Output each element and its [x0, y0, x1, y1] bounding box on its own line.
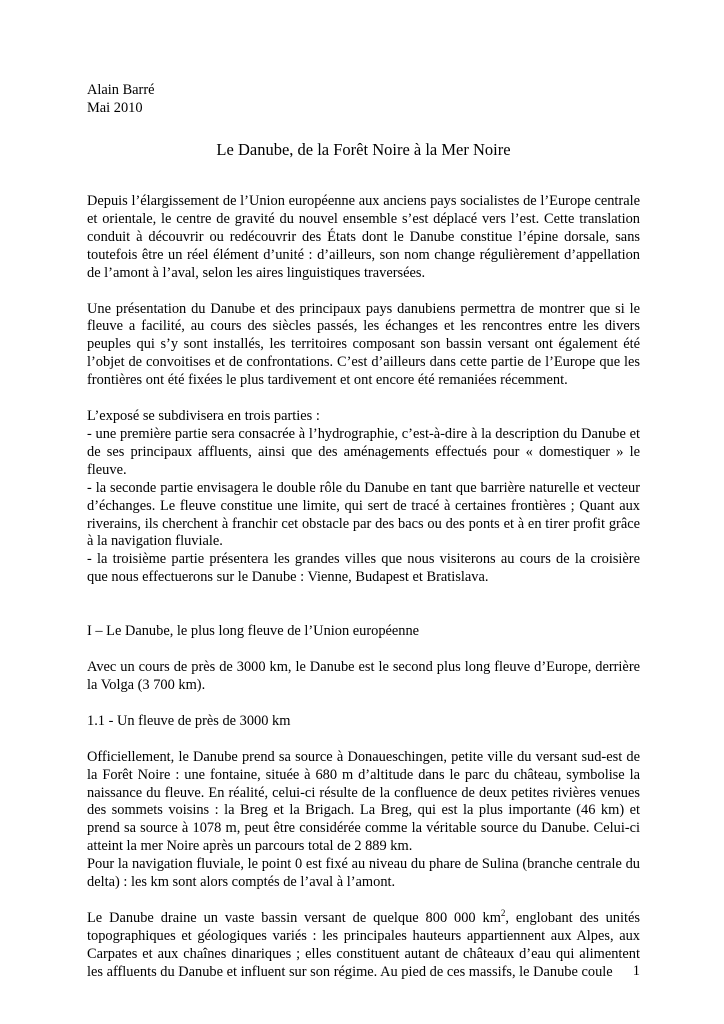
paragraph-source: Officiellement, le Danube prend sa source à Donaueschingen, petite ville du versant sud-est de la Forêt Noire : une fontaine, située à 680 m d’altitude dans le parc du château, symbolise la naissance du fleuve. En réalité, celui-ci résulte de la confluence de deux petites rivières venues des sommets voisins : la Breg et la Brigach. La Breg, qui est la plus importante (46 km) et prend sa source à 1078 m, peut être considérée comme la véritable source du Danube. Celui-ci atteint la mer Noire après un parcours total de 2 889 km. [87, 748, 640, 855]
paragraph-length: Avec un cours de près de 3000 km, le Danube est le second plus long fleuve d’Europe, derrière la Volga (3 700 km). [87, 659, 640, 693]
document-page [87, 81, 640, 982]
basin-text-end: , englobant des unités topographiques et géologiques variés : les principales hauteurs appartiennent aux Alpes, aux Carpates et aux chaînes dinariques ; elles constituent autant de châteaux d’eau qui alimentent les affluents du Danube et influent sur son régime. Au pied de ces massifs, le Danube coule [87, 910, 640, 980]
paragraph-presentation: Une présentation du Danube et des principaux pays danubiens permettra de montrer que si le fleuve a facilité, au cours des siècles passés, les échanges et les rencontres entre les divers peuples qui s’y sont installés, les territoires composant son bassin versant ont également été l’objet de convoitises et de confrontations. C’est d’ailleurs dans cette partie de l’Europe que les frontières ont été fixées le plus tardivement et ont encore été remaniées récemment. [87, 300, 640, 389]
document-title: Le Danube, de la Forêt Noire à la Mer Noire [216, 140, 511, 159]
author-name: Alain Barré [87, 82, 155, 98]
page-number: 1 [632, 963, 640, 979]
outline-item-3: - la troisième partie présentera les grandes villes que nous visiterons au cours de la croisière que nous effectuerons sur le Danube : Vienne, Budapest et Bratislava. [87, 551, 640, 586]
paragraph-basin [87, 910, 640, 982]
section-heading: I – Le Danube, le plus long fleuve de l’Union européenne [87, 623, 420, 640]
outline-item-2: - la seconde partie envisagera le double rôle du Danube en tant que barrière naturelle et vecteur d’échanges. Le fleuve constitue une limite, qui sert de tracé à certaines frontières ; Quant aux riverains, ils cherchent à franchir cet obstacle par des bacs ou des ponts et à en tirer profit grâce à la navigation fluviale. [87, 479, 640, 550]
outline-intro: L’exposé se subdivisera en trois parties : [87, 408, 320, 425]
outline-item-1: - une première partie sera consacrée à l’hydrographie, c’est-à-dire à la description du Danube et de ses principaux affluents, ainsi que des aménagements effectués pour « domestiquer » le fleuve. [87, 425, 640, 478]
basin-text-start: Le Danube draine un vaste bassin versant de quelque 800 000 km [87, 910, 501, 926]
paragraph-intro: Depuis l’élargissement de l’Union européenne aux anciens pays socialistes de l’Europe centrale et orientale, le centre de gravité du nouvel ensemble s’est déplacé vers l’est. Cette translation conduit à découvrir ou redécouvrir des États dont le Danube constitue l’épine dorsale, sans toutefois être un réel élément d’unité : d’ailleurs, son nom change régulièrement d’appellation de l’amont à l’aval, selon les aires linguistiques traversées. [87, 193, 640, 281]
paragraph-navigation: Pour la navigation fluviale, le point 0 est fixé au niveau du phare de Sulina (branche centrale du delta) : les km sont alors comptés de l’aval à l’amont. [87, 856, 640, 891]
document-date: Mai 2010 [87, 100, 143, 116]
subsection-heading: 1.1 - Un fleuve de près de 3000 km [87, 712, 291, 729]
superscript-2: 2 [500, 908, 506, 919]
